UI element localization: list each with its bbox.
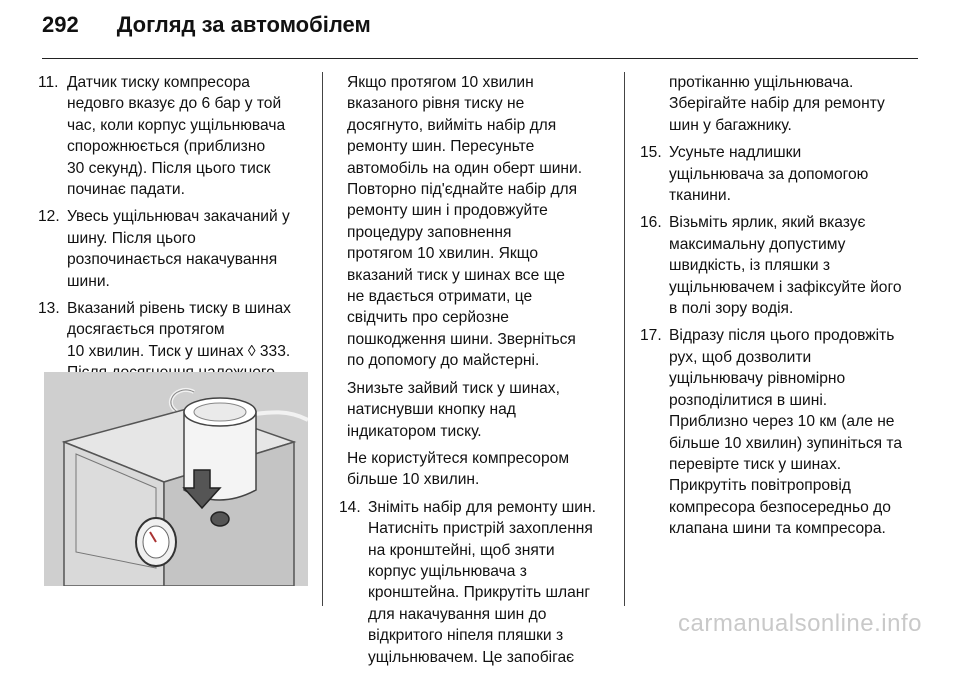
text-line: досягнуто, вийміть набір для	[347, 116, 557, 134]
text-line: максимальну допустиму	[669, 235, 846, 253]
text-line: ремонту шин і продовжуйте	[347, 202, 548, 220]
page-number: 292	[42, 12, 79, 37]
text-line: компресора безпосередньо до	[669, 498, 891, 516]
step-17	[640, 325, 912, 539]
step-12	[38, 206, 308, 292]
text-line: більше 10 хвилин.	[347, 471, 480, 489]
page-header	[42, 12, 918, 38]
text-line: протіканню ущільнювача.	[669, 74, 854, 91]
text-line: для накачування шин до	[368, 605, 547, 623]
cross-reference-link[interactable]: 10 хвилин. Тиск у шинах ◊ 333.	[67, 342, 291, 360]
step-number: 15.	[640, 144, 662, 162]
text-line: шин у багажнику.	[669, 116, 792, 134]
header-rule	[42, 58, 918, 59]
step-15	[640, 142, 912, 206]
step-number: 12.	[38, 208, 60, 226]
step-11	[38, 72, 308, 200]
compressor-illustration	[44, 372, 308, 586]
text-line: відкритого ніпеля пляшки з	[368, 627, 564, 645]
text-line: розпочинається накачування	[67, 251, 278, 269]
text-line: досягається протягом	[67, 321, 225, 339]
text-line: в полі зору водія.	[669, 300, 794, 318]
step-number: 14.	[339, 498, 361, 516]
text-line: швидкість, із пляшки з	[669, 257, 831, 275]
text-line: Прикрутіть повітропровід	[669, 477, 851, 495]
text-line: пошкодження шини. Зверніться	[347, 330, 576, 348]
watermark: carmanualsonline.info	[678, 610, 922, 637]
text-line: індикатором тиску.	[347, 422, 482, 440]
text-line: вказаний тиск у шинах все ще	[347, 266, 565, 284]
text-line: Знизьте зайвий тиск у шинах,	[347, 379, 560, 397]
paragraph	[347, 72, 609, 372]
text-line: свідчить про серйозне	[347, 309, 509, 327]
text-line: вказаного рівня тиску не	[347, 95, 525, 113]
column-separator	[322, 72, 323, 606]
paragraph	[347, 378, 609, 442]
text-line: Усуньте надлишки	[669, 144, 802, 162]
paragraph	[347, 448, 609, 491]
text-line: Приблизно через 10 км (але не	[669, 413, 895, 431]
text-line: шини.	[67, 272, 110, 290]
step-number: 13.	[38, 300, 60, 318]
text-line: Якщо протягом 10 хвилин	[347, 74, 534, 91]
text-line: спорожнюється (приблизно	[67, 138, 266, 156]
text-line: Увесь ущільнювач закачаний у	[67, 208, 290, 226]
step-16	[640, 212, 912, 319]
text-line: Вказаний рівень тиску в шинах	[67, 300, 291, 318]
text-line: рух, щоб дозволити	[669, 348, 812, 366]
text-line: ущільнювачем і зафіксуйте його	[669, 278, 902, 296]
text-line: ущільнювача за допомогою	[669, 165, 869, 183]
text-line: Повторно під'єднайте набір для	[347, 181, 578, 199]
text-line: перевірте тиск у шинах.	[669, 455, 842, 473]
text-line: на кронштейні, щоб зняти	[368, 541, 555, 559]
text-line: Не користуйтеся компресором	[347, 449, 570, 467]
step-number: 11.	[38, 74, 59, 91]
text-line: ремонту шин. Пересуньте	[347, 138, 535, 156]
text-line: по допомогу до майстерні.	[347, 352, 540, 370]
text-line: Зберігайте набір для ремонту	[669, 95, 885, 113]
text-line: Зніміть набір для ремонту шин.	[368, 498, 596, 516]
text-line: кронштейна. Прикрутіть шланг	[368, 584, 591, 602]
text-line: автомобіль на один оберт шини.	[347, 159, 583, 177]
text-line: Датчик тиску компресора	[67, 74, 250, 91]
text-line: тканини.	[669, 187, 731, 205]
text-line: починає падати.	[67, 181, 185, 199]
text-line: більше 10 хвилин) зупиніться та	[669, 434, 903, 452]
step-number: 16.	[640, 214, 662, 232]
text-line: протягом 10 хвилин. Якщо	[347, 245, 539, 263]
text-line: ущільнювачем. Це запобігає	[368, 648, 575, 666]
text-line: натиснувши кнопку над	[347, 401, 516, 419]
column-2	[339, 72, 609, 674]
text-line: розподілитися в шині.	[669, 391, 828, 409]
text-line: процедуру заповнення	[347, 223, 512, 241]
column-3	[640, 72, 912, 546]
text-line: недовго вказує до 6 бар у той	[67, 95, 282, 113]
step-number: 17.	[640, 327, 662, 345]
section-title: Догляд за автомобілем	[116, 12, 371, 37]
text-line: час, коли корпус ущільнювача	[67, 116, 286, 134]
step-14	[339, 497, 609, 668]
text-line: не вдається отримати, це	[347, 288, 533, 306]
text-line: шину. Після цього	[67, 229, 196, 247]
text-line: Відразу після цього продовжіть	[669, 327, 895, 345]
text-line: ущільнювачу рівномірно	[669, 370, 846, 388]
compressor-drawing	[44, 372, 308, 586]
column-separator	[624, 72, 625, 606]
text-line: клапана шини та компресора.	[669, 520, 886, 538]
paragraph	[648, 72, 912, 136]
text-line: 30 секунд). Після цього тиск	[67, 159, 271, 177]
text-line: Візьміть ярлик, який вказує	[669, 214, 866, 232]
text-line: корпус ущільнювача з	[368, 562, 527, 580]
text-line: Натисніть пристрій захоплення	[368, 520, 593, 538]
